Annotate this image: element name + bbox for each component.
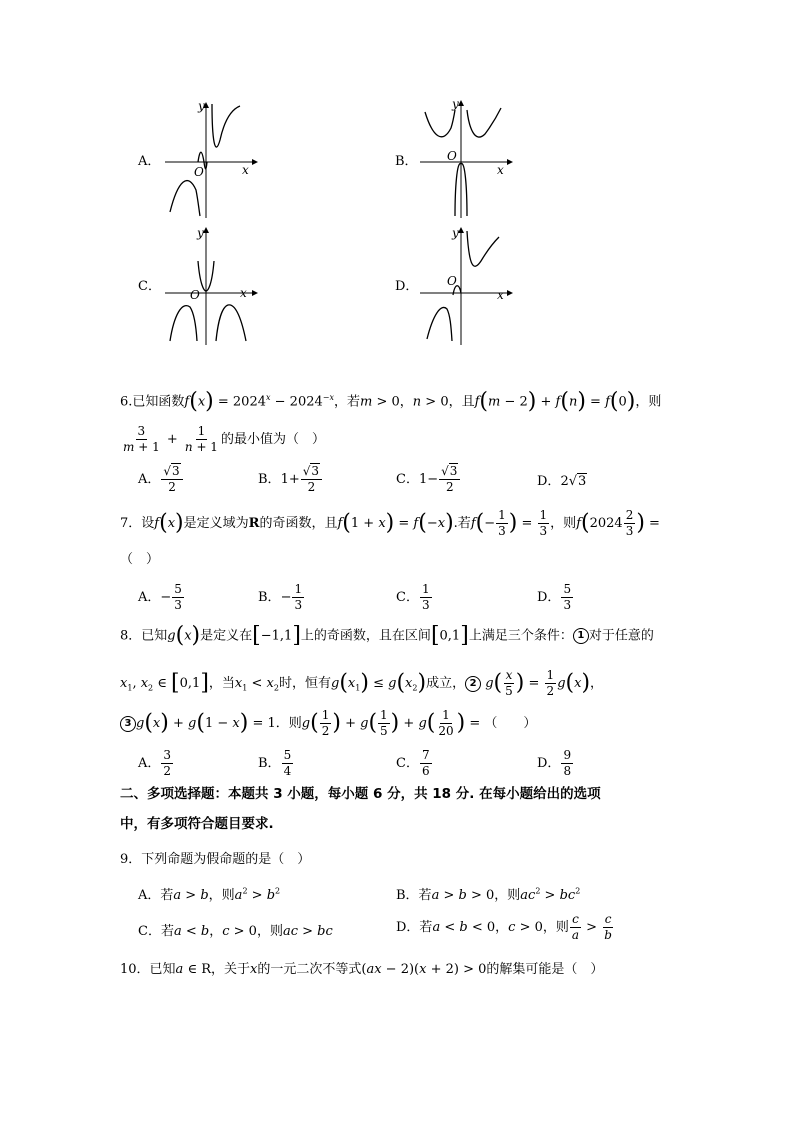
q6-expression: $\frac{3}{m + 1}$ + $\frac{1}{n + 1}$ 的最小值为（ ） — [123, 424, 325, 454]
q9-option-c[interactable]: C．若a < b，c > 0，则ac > bc — [138, 924, 333, 939]
q8-option-b[interactable]: B． $\frac{5}{4}$ — [258, 748, 292, 778]
q9-option-a[interactable]: A．若a > b，则$a^2 > b^2$ — [138, 886, 281, 903]
q7-blank: （ ） — [120, 552, 160, 567]
graph-d-x-label: x — [497, 288, 504, 302]
q8-stem: 8．已知g(x)是定义在[−1,1]上的奇函数，且在区间[0,1]上满足三个条件： 1 对于任意的 — [120, 623, 654, 648]
q6-option-b[interactable]: B．1+ $\frac{√3}{2}$ — [258, 464, 323, 495]
q8-line2: $x_1$, $x_2$ ∈ [0,1]，当$x_1 < x_2$时，恒有$g(x_1) \le g(x_2)$成立， 2 g( $\frac{x}{5}$ ) = $\frac{1}{2}$ g(x)， — [120, 668, 604, 698]
q7-option-b[interactable]: B．− $\frac{1}{3}$ — [258, 582, 303, 612]
q8-line3: 3 g(x) + g(1 − x) = 1．则g( $\frac{1}{2}$ ) + g( $\frac{1}{5}$ ) + g( $\frac{1}{20}$ ) = （ ） — [120, 708, 536, 739]
graph-d-y-label: y — [452, 226, 459, 240]
graph-b — [415, 98, 515, 220]
circled-number-3: 3 — [120, 716, 136, 732]
q8-option-a[interactable]: A． $\frac{3}{2}$ — [138, 748, 172, 778]
graph-c-origin: O — [190, 288, 200, 302]
graph-a-letter: A． — [138, 154, 161, 169]
graph-a-origin: O — [194, 165, 204, 179]
graph-a-y-label: y — [198, 100, 205, 113]
section2-heading-line1: 二、多项选择题：本题共 3 小题，每小题 6 分，共 18 分. 在每小题给出的选项 — [120, 786, 601, 802]
graph-a-x-label: x — [242, 163, 249, 177]
q9-option-d[interactable]: D．若a < b < 0，c > 0，则 $\frac{c}{a}$ > $\frac{c}{b}$ — [396, 912, 612, 942]
q9-stem: 9．下列命题为假命题的是（ ） — [120, 852, 311, 867]
q9-option-b[interactable]: B．若a > b > 0，则$ac^2 > bc^2$ — [396, 886, 581, 903]
graph-c — [160, 225, 260, 347]
graph-a — [160, 100, 260, 220]
graph-c-letter: C． — [138, 279, 161, 294]
section2-heading-line2: 中，有多项符合题目要求. — [120, 816, 274, 832]
graph-b-letter: B． — [395, 154, 418, 169]
graph-c-y-label: y — [197, 226, 204, 240]
q7-stem: 7．设f(x)是定义域为R的奇函数，且f(1 + x) = f(−x).若f(− $\frac{1}{3}$ ) = $\frac{1}{3}$ ，则f(2024 $\frac{2}{3}$ ) = — [120, 508, 660, 538]
q8-option-d[interactable]: D． $\frac{9}{8}$ — [537, 748, 572, 778]
q7-option-d[interactable]: D． $\frac{5}{3}$ — [537, 582, 572, 612]
graph-b-origin: O — [447, 149, 457, 163]
q6-option-d[interactable]: D．2√3 — [537, 474, 587, 489]
q6-option-a[interactable]: A． $\frac{√3}{2}$ — [138, 464, 184, 495]
q7-option-c[interactable]: C． $\frac{1}{3}$ — [396, 582, 430, 612]
q10-stem: 10．已知a ∈ R，关于x的一元二次不等式(ax − 2)(x + 2) > 0的解集可能是（ ） — [120, 962, 604, 977]
q6-stem: 6.已知函数$f(x) = 2024^x - 2024^{-x}$，若m > 0，n > 0，且f(m − 2) + f(n) = f(0)，则 — [120, 388, 662, 414]
graph-d-letter: D． — [395, 279, 419, 294]
q7-option-a[interactable]: A．− $\frac{5}{3}$ — [138, 582, 182, 612]
graph-d-origin: O — [447, 274, 457, 288]
graph-b-y-label: y — [452, 98, 459, 111]
circled-number-2: 2 — [465, 676, 481, 692]
graph-b-x-label: x — [497, 163, 504, 177]
circled-number-1: 1 — [573, 628, 589, 644]
q8-option-c[interactable]: C． $\frac{7}{6}$ — [396, 748, 430, 778]
q6-option-c[interactable]: C．1− $\frac{√3}{2}$ — [396, 464, 461, 495]
graph-c-x-label: x — [240, 286, 247, 300]
graph-d — [415, 225, 515, 347]
